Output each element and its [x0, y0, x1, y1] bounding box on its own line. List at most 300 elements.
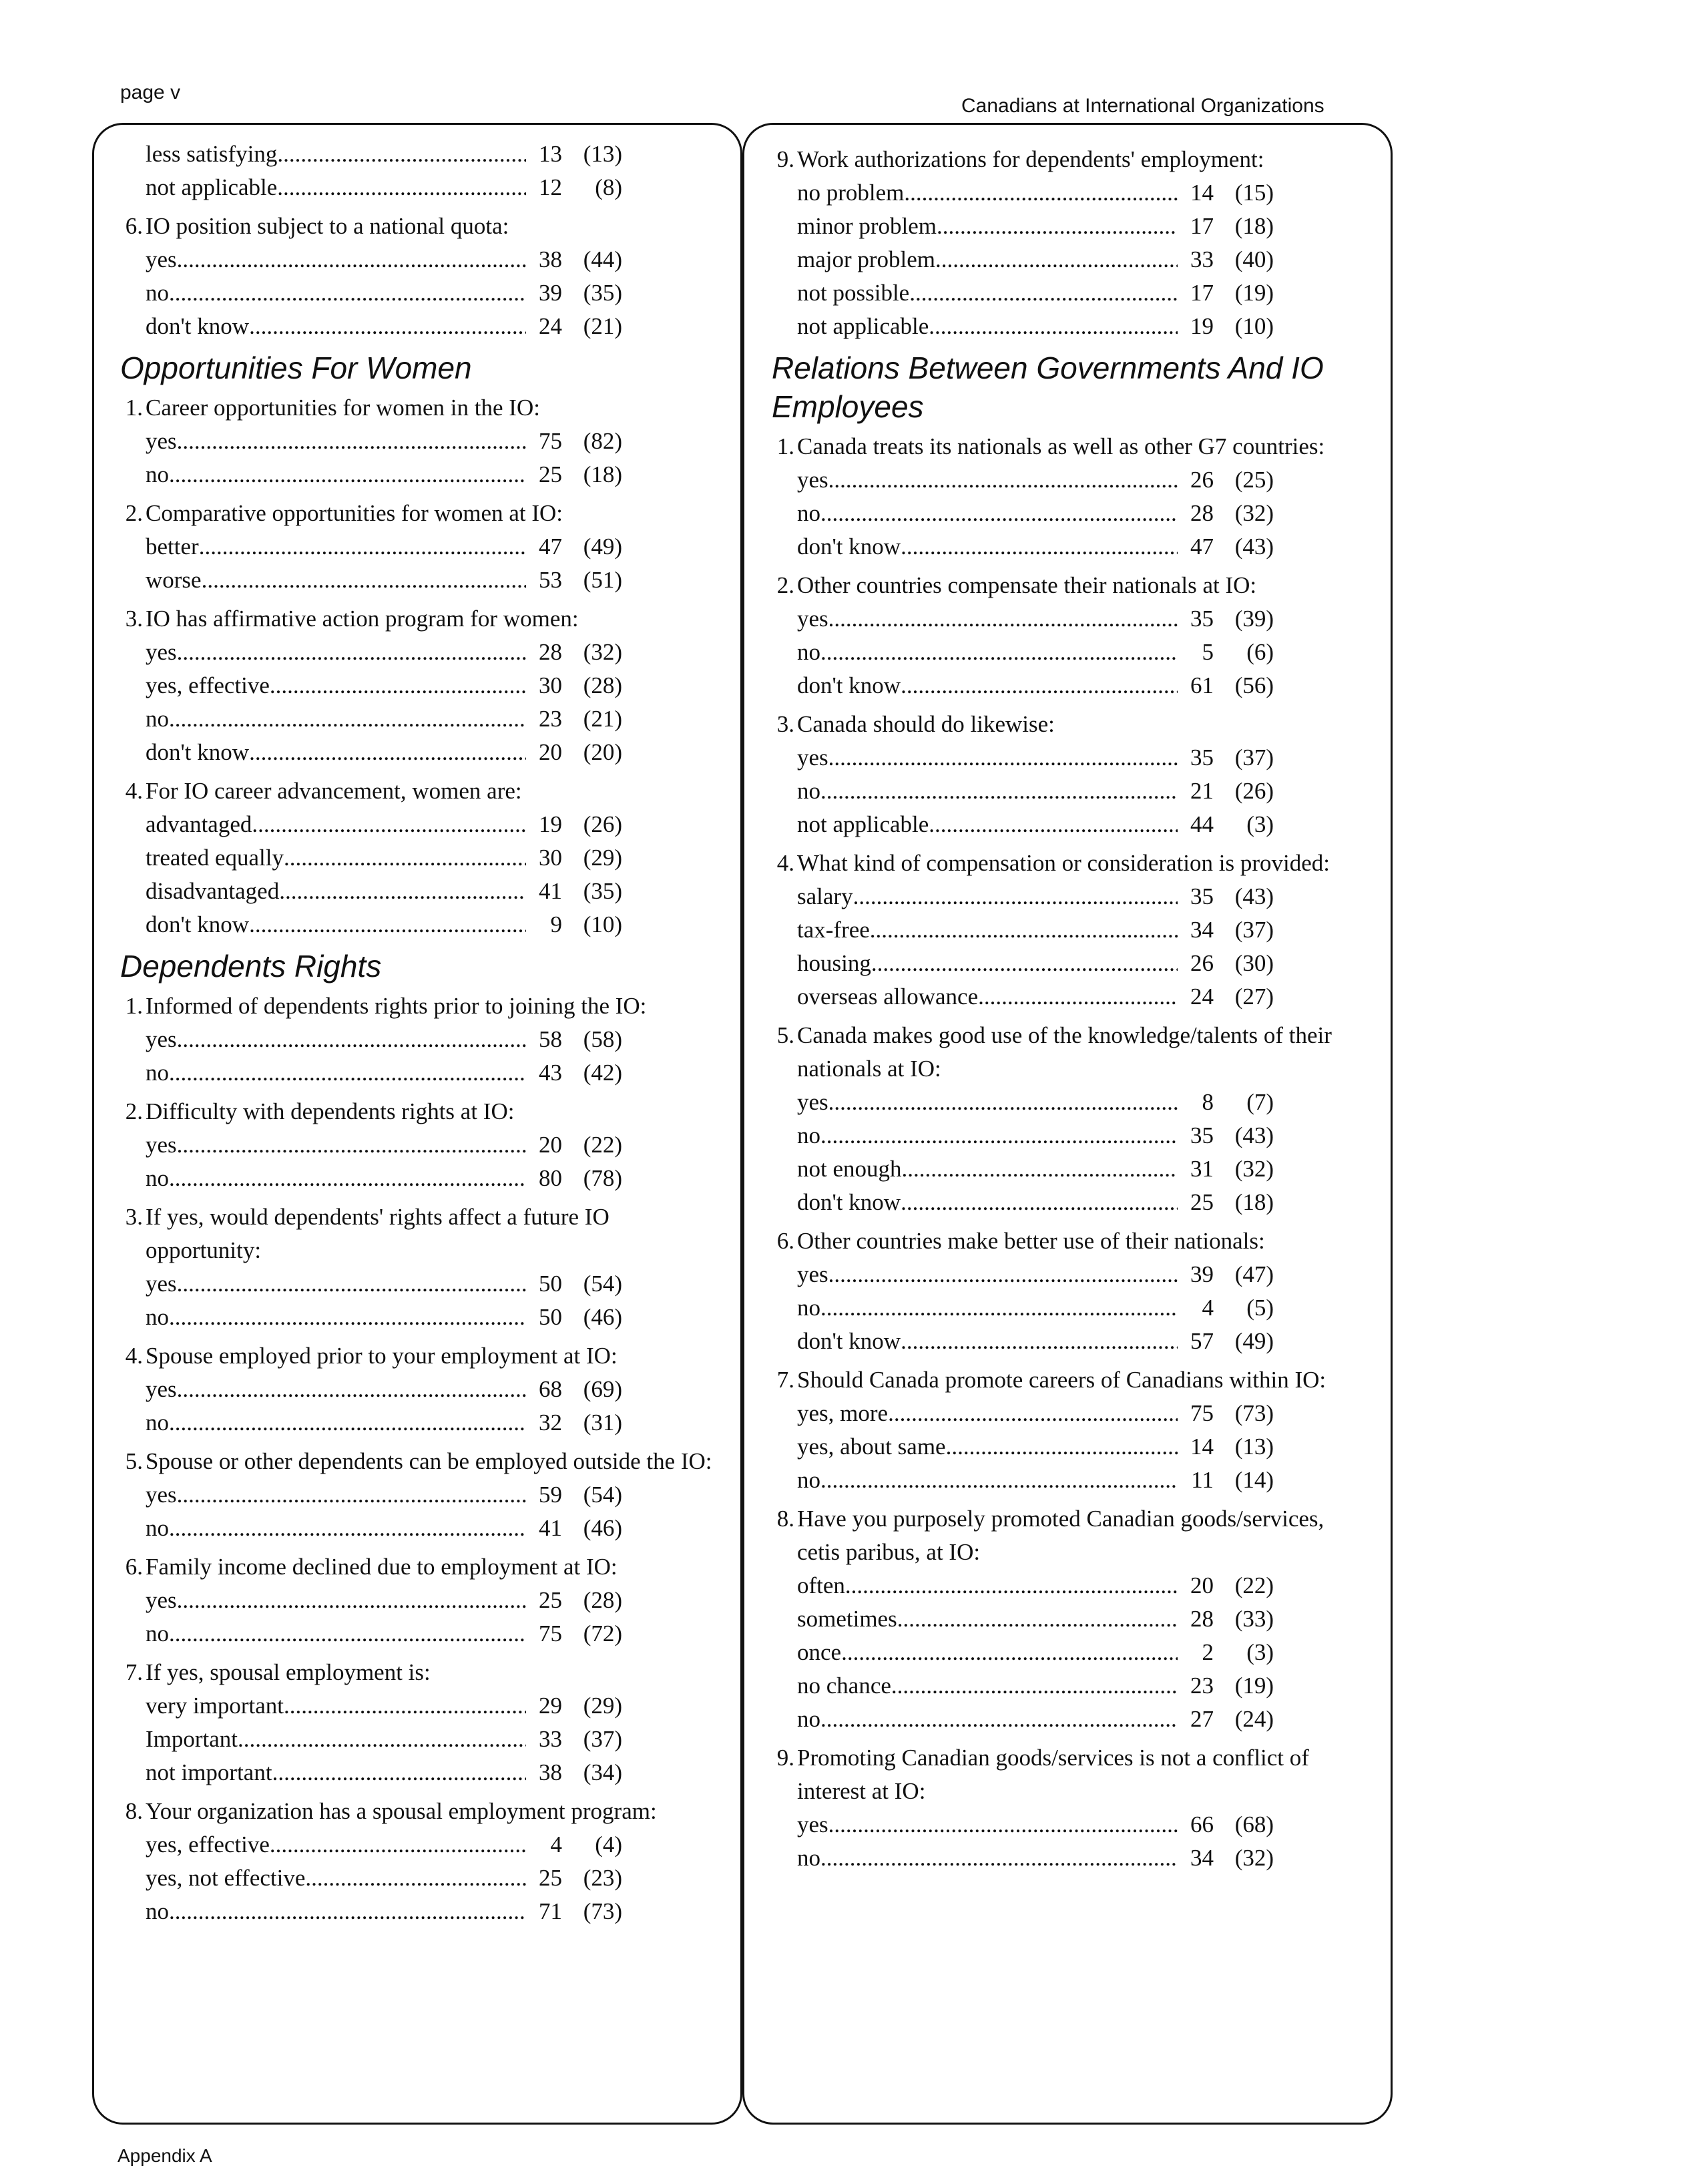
answer-previous-percent: (34)	[583, 1759, 622, 1785]
answer-previous-percent: (54)	[583, 1482, 622, 1508]
question-text	[112, 990, 713, 1023]
answer-row	[764, 602, 1365, 636]
answer-row	[112, 1373, 713, 1406]
dot-leader	[169, 1056, 526, 1090]
question-number: 8.	[125, 1798, 143, 1824]
answer-leader	[146, 1756, 526, 1789]
dot-leader	[820, 497, 1178, 530]
answer-row	[764, 1569, 1365, 1602]
answer-label: no	[146, 1060, 169, 1086]
dot-leader	[828, 1258, 1178, 1291]
question-label: Informed of dependents rights prior to joining the IO:	[146, 993, 647, 1019]
answer-leader	[797, 602, 1178, 636]
answer-leader	[146, 530, 526, 564]
answer-leader	[797, 530, 1178, 564]
answer-percent: 19	[539, 811, 562, 837]
dot-leader	[820, 1119, 1178, 1152]
answer-previous-percent: (47)	[1234, 1261, 1274, 1287]
answer-label: yes	[797, 744, 828, 771]
answer-label: yes, effective	[146, 672, 270, 698]
answer-previous-percent: (19)	[1234, 1673, 1274, 1699]
page-number: page v	[120, 81, 181, 103]
question-label: Canada treats its nationals as well as other G7 countries:	[797, 433, 1325, 459]
answer-label: better	[146, 533, 199, 560]
answer-label: salary	[797, 883, 853, 909]
question-label: Other countries make better use of their nationals:	[797, 1228, 1265, 1254]
answer-label: yes	[797, 1089, 828, 1115]
answer-label: yes	[797, 1811, 828, 1837]
answer-percent: 19	[1190, 313, 1214, 339]
answer-row	[764, 1636, 1365, 1669]
answer-percent: 32	[539, 1409, 562, 1436]
answer-row	[112, 1828, 713, 1862]
answer-label: no chance	[797, 1673, 891, 1699]
dot-leader	[249, 310, 526, 343]
answer-previous-percent: (28)	[583, 672, 622, 698]
dot-leader	[169, 1406, 526, 1440]
answer-previous-percent: (37)	[583, 1726, 622, 1752]
answer-leader	[797, 1669, 1178, 1703]
answer-row	[112, 841, 713, 875]
answer-row	[112, 1023, 713, 1056]
answer-percent: 31	[1190, 1156, 1214, 1182]
dot-leader	[909, 276, 1178, 310]
question-label: If yes, would dependents' rights affect a future IO opportunity:	[146, 1204, 610, 1263]
answer-percent: 24	[539, 313, 562, 339]
answer-label: Important	[146, 1726, 238, 1752]
dot-leader	[177, 1023, 526, 1056]
answer-label: yes	[146, 1482, 177, 1508]
answer-leader	[146, 1128, 526, 1162]
survey-question	[764, 1019, 1365, 1219]
question-text	[764, 143, 1365, 176]
answer-row	[112, 636, 713, 669]
answer-previous-percent: (30)	[1234, 950, 1274, 976]
answer-previous-percent: (35)	[583, 878, 622, 904]
survey-question	[764, 430, 1365, 564]
answer-leader	[146, 243, 526, 276]
answer-percent: 25	[539, 1865, 562, 1891]
answer-row	[112, 669, 713, 702]
answer-label: tax-free	[797, 917, 870, 943]
answer-percent: 38	[539, 246, 562, 272]
question-text	[764, 430, 1365, 463]
dot-leader	[169, 276, 526, 310]
answer-previous-percent: (25)	[1234, 467, 1274, 493]
question-text	[112, 1339, 713, 1373]
running-title: Canadians at International Organizations	[961, 95, 1324, 117]
answer-previous-percent: (22)	[1234, 1572, 1274, 1598]
answer-row	[764, 463, 1365, 497]
answer-previous-percent: (18)	[583, 461, 622, 487]
answer-previous-percent: (26)	[583, 811, 622, 837]
question-label: Canada makes good use of the knowledge/talents of their nationals at IO:	[797, 1022, 1332, 1082]
dot-leader	[901, 669, 1178, 702]
answer-leader	[797, 176, 1178, 210]
dot-leader	[935, 243, 1178, 276]
answer-percent: 13	[539, 141, 562, 167]
answer-row	[112, 1512, 713, 1545]
answer-row	[112, 243, 713, 276]
dot-leader	[169, 1895, 526, 1928]
dot-leader	[270, 669, 526, 702]
answer-label: yes	[797, 467, 828, 493]
question-label: Spouse or other dependents can be employed outside the IO:	[146, 1448, 712, 1474]
answer-label: no	[146, 1409, 169, 1436]
answer-previous-percent: (7)	[1246, 1089, 1274, 1115]
answer-leader	[146, 276, 526, 310]
answer-label: once	[797, 1639, 842, 1665]
answer-leader	[797, 636, 1178, 669]
answer-leader	[146, 1862, 526, 1895]
answer-leader	[797, 947, 1178, 980]
question-label: Other countries compensate their nationals at IO:	[797, 572, 1257, 598]
question-number: 2.	[776, 572, 794, 598]
answer-percent: 35	[1190, 744, 1214, 771]
answer-row	[764, 947, 1365, 980]
answer-row	[112, 908, 713, 941]
answer-percent: 17	[1190, 280, 1214, 306]
answer-leader	[797, 1636, 1178, 1669]
answer-row	[112, 875, 713, 908]
answer-label: yes, not effective	[146, 1865, 306, 1891]
answer-previous-percent: (43)	[1234, 1122, 1274, 1148]
answer-row	[112, 1895, 713, 1928]
answer-percent: 25	[1190, 1189, 1214, 1215]
answer-label: yes, more	[797, 1400, 889, 1426]
answer-previous-percent: (32)	[583, 639, 622, 665]
answer-row	[112, 310, 713, 343]
answer-row	[112, 425, 713, 458]
answer-label: no	[146, 706, 169, 732]
answer-leader	[146, 1828, 526, 1862]
answer-percent: 35	[1190, 1122, 1214, 1148]
answer-list	[112, 138, 713, 204]
dot-leader	[177, 636, 526, 669]
answer-label: not applicable	[797, 811, 929, 837]
answer-previous-percent: (69)	[583, 1376, 622, 1402]
answer-row	[764, 669, 1365, 702]
question-text	[112, 1095, 713, 1128]
answer-previous-percent: (51)	[583, 567, 622, 593]
question-number: 2.	[125, 1098, 143, 1124]
survey-question	[112, 497, 713, 597]
answer-row	[764, 176, 1365, 210]
answer-leader	[797, 1086, 1178, 1119]
answer-previous-percent: (78)	[583, 1165, 622, 1191]
answer-previous-percent: (46)	[583, 1304, 622, 1330]
answer-label: no	[146, 461, 169, 487]
answer-percent: 80	[539, 1165, 562, 1191]
answer-label: less satisfying	[146, 141, 278, 167]
dot-leader	[820, 1703, 1178, 1736]
question-number: 5.	[776, 1022, 794, 1048]
answer-row	[764, 1291, 1365, 1325]
answer-percent: 5	[1202, 639, 1214, 665]
answer-row	[112, 1162, 713, 1195]
dot-leader	[169, 1617, 526, 1651]
answer-percent: 75	[1190, 1400, 1214, 1426]
answer-percent: 57	[1190, 1328, 1214, 1354]
answer-row	[764, 775, 1365, 808]
answer-percent: 39	[539, 280, 562, 306]
dot-leader	[177, 1128, 526, 1162]
answer-leader	[797, 276, 1178, 310]
dot-leader	[169, 1162, 526, 1195]
answer-previous-percent: (22)	[583, 1132, 622, 1158]
answer-previous-percent: (20)	[583, 739, 622, 765]
answer-leader	[146, 1023, 526, 1056]
question-label: Spouse employed prior to your employment at IO:	[146, 1343, 618, 1369]
answer-previous-percent: (33)	[1234, 1606, 1274, 1632]
answer-leader	[146, 1267, 526, 1301]
question-number: 4.	[776, 850, 794, 876]
survey-question	[112, 1445, 713, 1545]
dot-leader	[841, 1636, 1178, 1669]
dot-leader	[904, 176, 1178, 210]
answer-leader	[797, 463, 1178, 497]
answer-percent: 29	[539, 1693, 562, 1719]
survey-question	[112, 1200, 713, 1334]
answer-row	[764, 1325, 1365, 1358]
dot-leader	[946, 1430, 1178, 1464]
question-text	[764, 1363, 1365, 1397]
question-label: Difficulty with dependents rights at IO:	[146, 1098, 515, 1124]
answer-previous-percent: (49)	[1234, 1328, 1274, 1354]
dot-leader	[238, 1723, 526, 1756]
answer-previous-percent: (28)	[583, 1587, 622, 1613]
answer-row	[764, 310, 1365, 343]
answer-percent: 23	[539, 706, 562, 732]
answer-leader	[797, 1569, 1178, 1602]
question-label: Comparative opportunities for women at IO:	[146, 500, 563, 526]
answer-previous-percent: (43)	[1234, 533, 1274, 560]
answer-percent: 17	[1190, 213, 1214, 239]
answer-leader	[146, 1895, 526, 1928]
answer-label: no	[146, 280, 169, 306]
dot-leader	[249, 736, 526, 769]
answer-percent: 75	[539, 428, 562, 454]
answer-row	[112, 702, 713, 736]
answer-percent: 61	[1190, 672, 1214, 698]
answer-leader	[797, 775, 1178, 808]
answer-percent: 28	[1190, 1606, 1214, 1632]
answer-percent: 47	[539, 533, 562, 560]
answer-row	[764, 1464, 1365, 1497]
answer-leader	[146, 669, 526, 702]
question-number: 4.	[125, 1343, 143, 1369]
answer-previous-percent: (3)	[1246, 1639, 1274, 1665]
answer-leader	[797, 980, 1178, 1014]
answer-row	[764, 243, 1365, 276]
answer-label: no	[797, 778, 820, 804]
answer-label: no	[797, 1295, 820, 1321]
answer-leader	[797, 1397, 1178, 1430]
answer-previous-percent: (56)	[1234, 672, 1274, 698]
section-heading: Relations Between Governments And IO Employees	[772, 351, 1324, 424]
question-label: IO position subject to a national quota:	[146, 213, 509, 239]
answer-percent: 33	[539, 1726, 562, 1752]
answer-previous-percent: (37)	[1234, 917, 1274, 943]
answer-row	[764, 808, 1365, 841]
question-text	[112, 1200, 713, 1267]
dot-leader	[169, 458, 526, 491]
survey-question	[764, 1502, 1365, 1736]
answer-leader	[146, 875, 526, 908]
answer-label: disadvantaged	[146, 878, 280, 904]
answer-leader	[797, 1186, 1178, 1219]
question-number: 3.	[125, 1204, 143, 1230]
section-heading: Opportunities For Women	[120, 351, 472, 385]
question-text	[764, 1502, 1365, 1569]
answer-row	[112, 1756, 713, 1789]
survey-question	[764, 847, 1365, 1014]
dot-leader	[845, 1569, 1178, 1602]
answer-percent: 39	[1190, 1261, 1214, 1287]
answer-label: sometimes	[797, 1606, 897, 1632]
answer-label: yes, about same	[797, 1434, 946, 1460]
answer-row	[764, 980, 1365, 1014]
answer-label: yes	[146, 428, 177, 454]
answer-previous-percent: (46)	[583, 1515, 622, 1541]
dot-leader	[901, 1325, 1178, 1358]
answer-row	[112, 1478, 713, 1512]
answer-label: don't know	[146, 911, 250, 937]
answer-label: yes	[146, 639, 177, 665]
answer-leader	[146, 138, 526, 171]
answer-row	[764, 1186, 1365, 1219]
dot-leader	[169, 702, 526, 736]
answer-row	[764, 530, 1365, 564]
answer-row	[112, 1689, 713, 1723]
answer-row	[764, 1602, 1365, 1636]
right-column	[764, 143, 1365, 1880]
answer-row	[112, 1056, 713, 1090]
answer-leader	[797, 880, 1178, 913]
answer-leader	[146, 310, 526, 343]
answer-row	[112, 1406, 713, 1440]
answer-label: don't know	[797, 533, 901, 560]
survey-question	[112, 775, 713, 941]
question-number: 3.	[776, 711, 794, 737]
answer-previous-percent: (18)	[1234, 213, 1274, 239]
question-number: 4.	[125, 778, 143, 804]
answer-row	[764, 636, 1365, 669]
answer-previous-percent: (15)	[1234, 180, 1274, 206]
answer-previous-percent: (82)	[583, 428, 622, 454]
answer-percent: 35	[1190, 606, 1214, 632]
answer-percent: 34	[1190, 917, 1214, 943]
answer-previous-percent: (31)	[583, 1409, 622, 1436]
answer-previous-percent: (14)	[1234, 1467, 1274, 1493]
answer-row	[112, 564, 713, 597]
answer-percent: 23	[1190, 1673, 1214, 1699]
answer-percent: 59	[539, 1482, 562, 1508]
answer-percent: 47	[1190, 533, 1214, 560]
dot-leader	[828, 602, 1178, 636]
answer-row	[112, 138, 713, 171]
question-label: Your organization has a spousal employment program:	[146, 1798, 657, 1824]
answer-label: no	[797, 500, 820, 526]
answer-label: very important	[146, 1693, 284, 1719]
question-label: Work authorizations for dependents' employment:	[797, 146, 1264, 172]
answer-previous-percent: (42)	[583, 1060, 622, 1086]
answer-label: major problem	[797, 246, 936, 272]
dot-leader	[270, 1828, 526, 1862]
answer-percent: 8	[1202, 1089, 1214, 1115]
answer-percent: 75	[539, 1620, 562, 1647]
answer-percent: 25	[539, 1587, 562, 1613]
question-number: 6.	[125, 1554, 143, 1580]
question-label: What kind of compensation or consideration is provided:	[797, 850, 1330, 876]
answer-label: no	[146, 1620, 169, 1647]
answer-previous-percent: (29)	[583, 845, 622, 871]
survey-question	[764, 1225, 1365, 1358]
answer-row	[764, 1703, 1365, 1736]
survey-question	[764, 143, 1365, 343]
answer-percent: 41	[539, 878, 562, 904]
answer-label: not possible	[797, 280, 910, 306]
question-number: 7.	[776, 1367, 794, 1393]
question-number: 9.	[776, 1745, 794, 1771]
answer-leader	[146, 636, 526, 669]
answer-label: advantaged	[146, 811, 252, 837]
question-number: 5.	[125, 1448, 143, 1474]
question-label: If yes, spousal employment is:	[146, 1659, 431, 1685]
answer-leader	[797, 310, 1178, 343]
answer-row	[112, 1301, 713, 1334]
answer-previous-percent: (32)	[1234, 500, 1274, 526]
answer-previous-percent: (13)	[1234, 1434, 1274, 1460]
answer-leader	[146, 1301, 526, 1334]
question-text	[764, 1225, 1365, 1258]
answer-percent: 11	[1191, 1467, 1214, 1493]
answer-percent: 44	[1190, 811, 1214, 837]
answer-row	[764, 1258, 1365, 1291]
answer-leader	[797, 669, 1178, 702]
question-label: Promoting Canadian goods/services is not a conflict of interest at IO:	[797, 1745, 1309, 1804]
answer-label: don't know	[797, 672, 901, 698]
dot-leader	[820, 775, 1178, 808]
survey-question	[112, 602, 713, 769]
answer-label: don't know	[146, 313, 250, 339]
answer-leader	[797, 1808, 1178, 1841]
answer-leader	[146, 1406, 526, 1440]
question-label: Should Canada promote careers of Canadians within IO:	[797, 1367, 1326, 1393]
dot-leader	[177, 1478, 526, 1512]
answer-percent: 14	[1190, 1434, 1214, 1460]
answer-label: not enough	[797, 1156, 902, 1182]
question-text	[764, 1741, 1365, 1808]
answer-row	[764, 741, 1365, 775]
answer-previous-percent: (32)	[1234, 1845, 1274, 1871]
answer-leader	[146, 736, 526, 769]
answer-label: no	[797, 1122, 820, 1148]
dot-leader	[199, 530, 526, 564]
dot-leader	[828, 741, 1178, 775]
answer-label: no	[146, 1165, 169, 1191]
question-number: 3.	[125, 606, 143, 632]
survey-question	[112, 391, 713, 491]
answer-previous-percent: (39)	[1234, 606, 1274, 632]
dot-leader	[937, 210, 1178, 243]
survey-question	[112, 1550, 713, 1651]
answer-percent: 50	[539, 1304, 562, 1330]
answer-leader	[146, 458, 526, 491]
question-text	[764, 708, 1365, 741]
answer-previous-percent: (73)	[1234, 1400, 1274, 1426]
dot-leader	[169, 1301, 526, 1334]
